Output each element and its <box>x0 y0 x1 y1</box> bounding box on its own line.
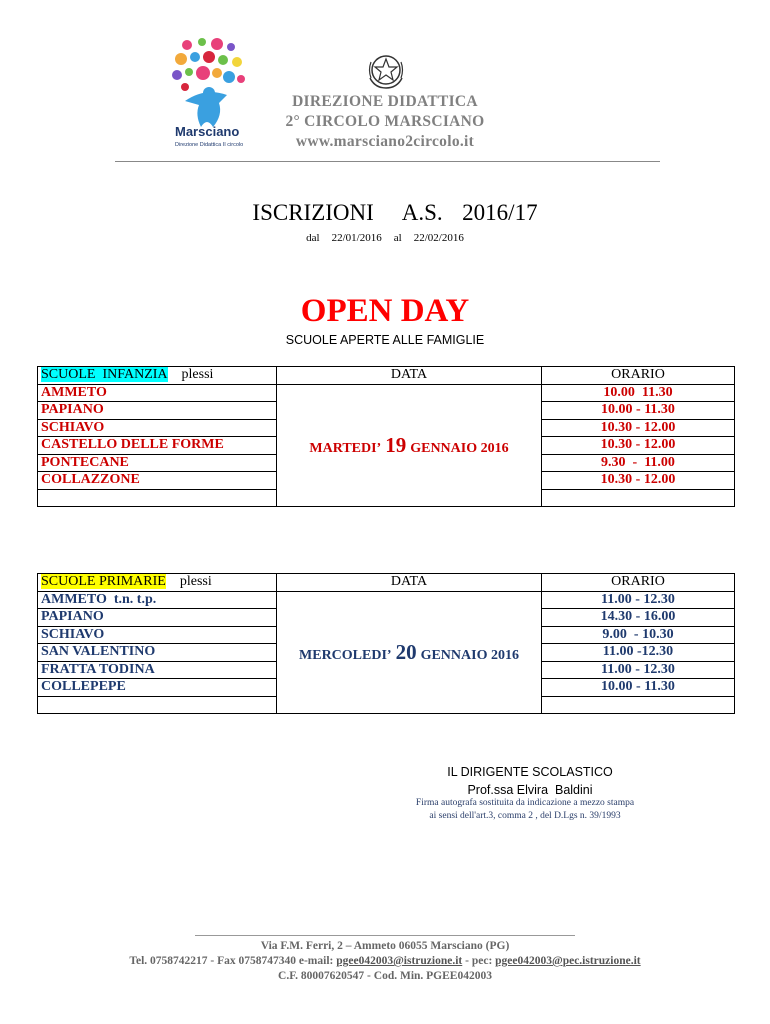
time-slot: 11.00 -12.30 <box>542 644 735 662</box>
schools-header <box>38 367 277 385</box>
logo-text: Marsciano <box>175 124 240 139</box>
time-header: ORARIO <box>542 574 735 592</box>
school-name: SAN VALENTINO <box>38 644 277 662</box>
italian-emblem-icon <box>365 50 407 90</box>
open-day-date <box>277 384 542 507</box>
footer <box>0 939 770 984</box>
day-name: MARTEDI’ <box>309 440 382 456</box>
plessi-label: plessi <box>179 574 212 589</box>
date-header: DATA <box>277 367 542 385</box>
school-name: FRATTA TODINA <box>38 661 277 679</box>
time-slot: 14.30 - 16.00 <box>542 609 735 627</box>
table-row <box>38 591 735 609</box>
footer-pec-label: - pec: <box>462 955 496 967</box>
signature-role: IL DIRIGENTE SCOLASTICO <box>447 765 613 779</box>
date-header: DATA <box>277 574 542 592</box>
time-slot: 10.30 - 12.00 <box>542 437 735 455</box>
header-line-2: 2° CIRCOLO MARSCIANO <box>285 113 485 130</box>
school-name: COLLEPEPE <box>38 679 277 697</box>
footer-tel-fax: Tel. 0758742217 - Fax 0758747340 e-mail: <box>129 955 337 967</box>
school-name: PONTECANE <box>38 454 277 472</box>
table-header-row <box>38 367 735 385</box>
plessi-label: plessi <box>181 367 214 382</box>
infanzia-schedule-table <box>37 366 735 507</box>
footer-pec-link[interactable]: pgee042003@pec.istruzione.it <box>495 955 641 967</box>
school-header <box>230 92 540 152</box>
to-label: al <box>393 232 402 244</box>
day-name: MERCOLEDI’ <box>299 647 392 663</box>
signature-block <box>380 763 680 799</box>
time-slot: 10.30 - 12.00 <box>542 419 735 437</box>
school-name: CASTELLO DELLE FORME <box>38 437 277 455</box>
school-name: AMMETO t.n. t.p. <box>38 591 277 609</box>
school-name: COLLAZZONE <box>38 472 277 490</box>
day-month: GENNAIO 2016 <box>410 440 509 456</box>
school-name: SCHIAVO <box>38 626 277 644</box>
primarie-schedule-table <box>37 573 735 714</box>
time-slot: 9.00 - 10.30 <box>542 626 735 644</box>
time-slot: 11.00 - 12.30 <box>542 661 735 679</box>
open-day-date <box>277 591 542 714</box>
table-header-row <box>38 574 735 592</box>
to-date: 22/02/2016 <box>413 232 464 244</box>
from-label: dal <box>306 232 320 244</box>
enrollment-dates <box>0 232 770 244</box>
schools-header <box>38 574 277 592</box>
signature-note-1: Firma autografa sostituita da indicazione a mezzo stampa <box>415 798 635 808</box>
school-name: SCHIAVO <box>38 419 277 437</box>
day-month: GENNAIO 2016 <box>420 647 519 663</box>
school-name: PAPIANO <box>38 609 277 627</box>
header-divider <box>115 161 660 162</box>
footer-address: Via F.M. Ferri, 2 – Ammeto 06055 Marsciano (PG) <box>260 940 510 952</box>
from-date: 22/01/2016 <box>331 232 382 244</box>
footer-email-link[interactable]: pgee042003@istruzione.it <box>336 955 463 967</box>
signature-name: Prof.ssa Elvira Baldini <box>467 783 593 797</box>
logo-subtext: Direzione Didattica II circolo <box>175 142 244 148</box>
open-day-title: OPEN DAY <box>300 293 470 329</box>
footer-contacts <box>0 954 770 969</box>
day-number: 19 <box>385 432 407 457</box>
time-slot: 10.00 - 11.30 <box>542 679 735 697</box>
school-name: AMMETO <box>38 384 277 402</box>
school-name: PAPIANO <box>38 402 277 420</box>
schools-header-label: SCUOLE PRIMARIE <box>41 574 166 589</box>
header-line-1: DIREZIONE DIDATTICA <box>292 93 478 110</box>
time-slot: 9.30 - 11.00 <box>542 454 735 472</box>
time-slot: 10.00 11.30 <box>542 384 735 402</box>
table-row <box>38 384 735 402</box>
footer-divider <box>195 935 575 936</box>
time-slot: 11.00 - 12.30 <box>542 591 735 609</box>
time-header: ORARIO <box>542 367 735 385</box>
signature-note-2: ai sensi dell'art.3, comma 2 , del D.Lgs n. 39/1993 <box>429 811 621 821</box>
open-day-subtitle: SCUOLE APERTE ALLE FAMIGLIE <box>285 333 485 347</box>
school-website: www.marsciano2circolo.it <box>295 133 475 150</box>
day-number: 20 <box>395 639 417 664</box>
footer-codes: C.F. 80007620547 - Cod. Min. PGEE042003 <box>278 970 492 982</box>
schools-header-label: SCUOLE INFANZIA <box>41 367 168 382</box>
time-slot: 10.30 - 12.00 <box>542 472 735 490</box>
time-slot: 10.00 - 11.30 <box>542 402 735 420</box>
page-title: ISCRIZIONI A.S. 2016/17 <box>252 200 538 225</box>
signature-note <box>375 797 675 823</box>
